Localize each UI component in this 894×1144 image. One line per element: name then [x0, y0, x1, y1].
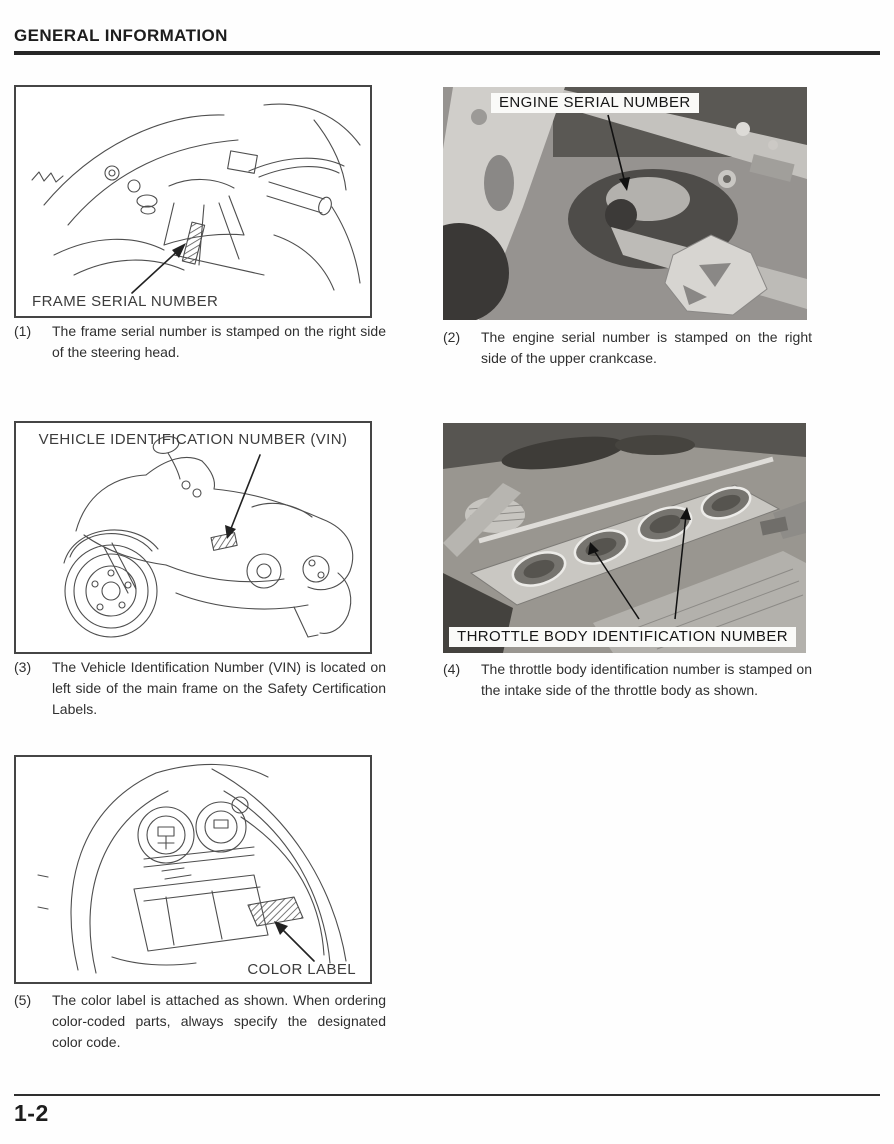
color-label-label: COLOR LABEL — [247, 961, 356, 978]
color-label-line-art — [16, 757, 370, 982]
figure-color-label-drawing — [14, 755, 372, 984]
throttle-body-label: THROTTLE BODY IDENTIFICATION NUMBER — [449, 627, 796, 647]
vin-label: VEHICLE IDENTIFICATION NUMBER (VIN) — [38, 431, 348, 448]
figure-engine-serial-photo — [443, 87, 807, 320]
footer-rule — [14, 1094, 880, 1096]
caption-3-number: (3) — [14, 659, 32, 675]
caption-1 — [14, 321, 386, 363]
caption-3 — [14, 657, 386, 720]
engine-photo-art — [443, 87, 807, 320]
caption-2 — [443, 327, 812, 369]
caption-3-text: The Vehicle Identification Number (VIN) is located on left side of the main frame on the Safety Certification Labels. — [52, 659, 386, 717]
caption-2-number: (2) — [443, 329, 461, 345]
figure-throttle-body-photo — [443, 423, 806, 653]
caption-4-text: The throttle body identification number is stamped on the intake side of the throttle body as shown. — [481, 661, 812, 698]
page-title: GENERAL INFORMATION — [14, 26, 228, 45]
page-number: 1-2 — [14, 1100, 49, 1126]
caption-2-text: The engine serial number is stamped on the right side of the upper crankcase. — [481, 329, 812, 366]
throttle-photo-art — [443, 423, 806, 653]
caption-4 — [443, 659, 812, 701]
frame-serial-label: FRAME SERIAL NUMBER — [32, 293, 219, 310]
caption-5-text: The color label is attached as shown. When ordering color-coded parts, always specify the designated color code. — [52, 992, 386, 1050]
vin-line-art — [16, 423, 370, 652]
caption-1-number: (1) — [14, 323, 32, 339]
engine-serial-label: ENGINE SERIAL NUMBER — [491, 93, 699, 113]
caption-1-text: The frame serial number is stamped on the right side of the steering head. — [52, 323, 386, 360]
figure-vin-drawing — [14, 421, 372, 654]
caption-5 — [14, 990, 386, 1053]
header-rule — [14, 51, 880, 55]
figure-frame-serial-drawing — [14, 85, 372, 318]
frame-serial-line-art — [16, 87, 370, 316]
caption-4-number: (4) — [443, 661, 461, 677]
caption-5-number: (5) — [14, 992, 32, 1008]
